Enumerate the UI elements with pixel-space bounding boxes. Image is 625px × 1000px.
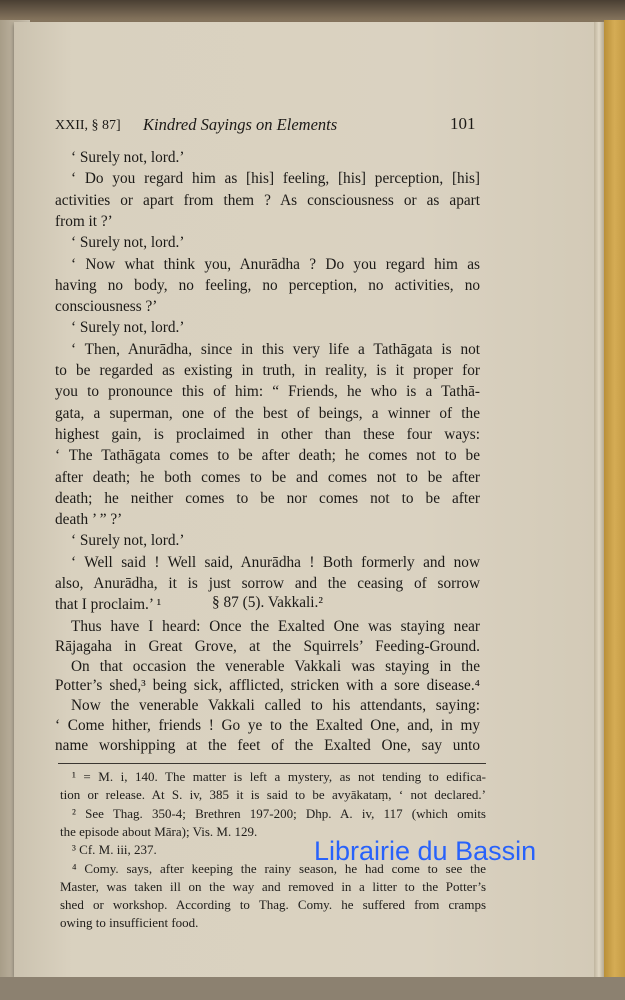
text-line: after death; he both comes to be and comes not to be after [55,468,480,486]
text-line: from it ?’ [55,212,113,230]
text-line: highest gain, is proclaimed in other than these four ways: [55,425,480,443]
text-line: death; he neither comes to be nor comes not to be after [55,489,480,507]
text-line: consciousness ?’ [55,298,158,316]
text-line: the episode about Māra); Vis. M. 129. [60,823,258,839]
text-line: Thus have I heard: Once the Exalted One was staying near [71,618,480,635]
text-line: having no body, no feeling, no perception, no activities, no [55,276,480,294]
text-line: death ’ ” ?’ [55,511,123,529]
text-line: On that occasion the venerable Vakkali was staying in the [71,657,480,675]
text-line: activities or apart from them ? As consciousness or as apart [55,191,480,209]
text-line: ‘ Then, Anurādha, since in this very life a Tathāgata is not [71,340,480,358]
photo-bottom-edge [0,977,625,1000]
text-line: owing to insufficient food. [60,915,199,931]
text-line: you to pronounce this of him: “ Friends, he who is a Tathā- [55,383,480,401]
text-line: ‘ Surely not, lord.’ [71,532,185,550]
running-head-title: Kindred Sayings on Elements [143,115,338,134]
text-line: name worshipping at the feet of the Exalted One, say unto [55,736,480,754]
text-line: ⁴ Comy. says, after keeping the rainy season, he had come to see the [72,860,486,876]
text-line: to be regarded as existing in truth, in reality, is it proper for [55,362,480,379]
book-cover [604,20,625,1000]
photo-top-edge [0,0,625,22]
text-line: ‘ Now what think you, Anurādha ? Do you regard him as [71,255,480,273]
text-line: ‘ Surely not, lord.’ [71,319,185,337]
text-line: ‘ Do you regard him as [his] feeling, [his] perception, [his] [71,170,480,188]
text-line: ² See Thag. 350-4; Brethren 197-200; Dhp. A. iv, 117 (which omits [72,805,486,821]
text-line: ³ Cf. M. iii, 237. [72,842,157,858]
text-line: ‘ Surely not, lord.’ [71,149,185,166]
footnote-rule [58,763,486,764]
watermark: Librairie du Bassin [314,836,537,866]
text-line: shed or workshop. According to Thag. Comy. he suffered from cramps [60,897,486,913]
text-line: ‘ The Tathāgata comes to be after death; he comes not to be [55,447,480,465]
section-heading: § 87 (5). Vakkali.² [212,594,323,611]
page-number: 101 [450,114,476,133]
text-line: that I proclaim.’ ¹ [55,596,162,614]
text-line: Rājagaha in Great Grove, at the Squirrels’ Feeding-Ground. [55,637,480,655]
text-line: ‘ Well said ! Well said, Anurādha ! Both formerly and now [71,553,480,571]
text-line: ‘ Surely not, lord.’ [71,234,185,252]
text-line: Now the venerable Vakkali called to his attendants, saying: [71,697,480,715]
text-line: Master, was taken ill on the way and removed in a litter to the Potter’s [60,878,486,894]
text-line: ‘ Come hither, friends ! Go ye to the Exalted One, and, in my [55,717,480,734]
text-line: tion or release. At S. iv, 385 it is said to be avyākataṃ, ‘ not declared.’ [60,787,486,803]
page-edges [594,22,604,977]
running-head-section: XXII, § 87] [55,118,121,133]
text-line: Potter’s shed,³ being sick, afflicted, stricken with a sore disease.⁴ [55,677,480,695]
text-line: gata, a superman, one of the best of beings, a winner of the [55,404,480,422]
text-line: ¹ = M. i, 140. The matter is left a mystery, as not tending to edifica- [72,769,486,784]
text-line: also, Anurādha, it is just sorrow and the ceasing of sorrow [55,575,480,592]
